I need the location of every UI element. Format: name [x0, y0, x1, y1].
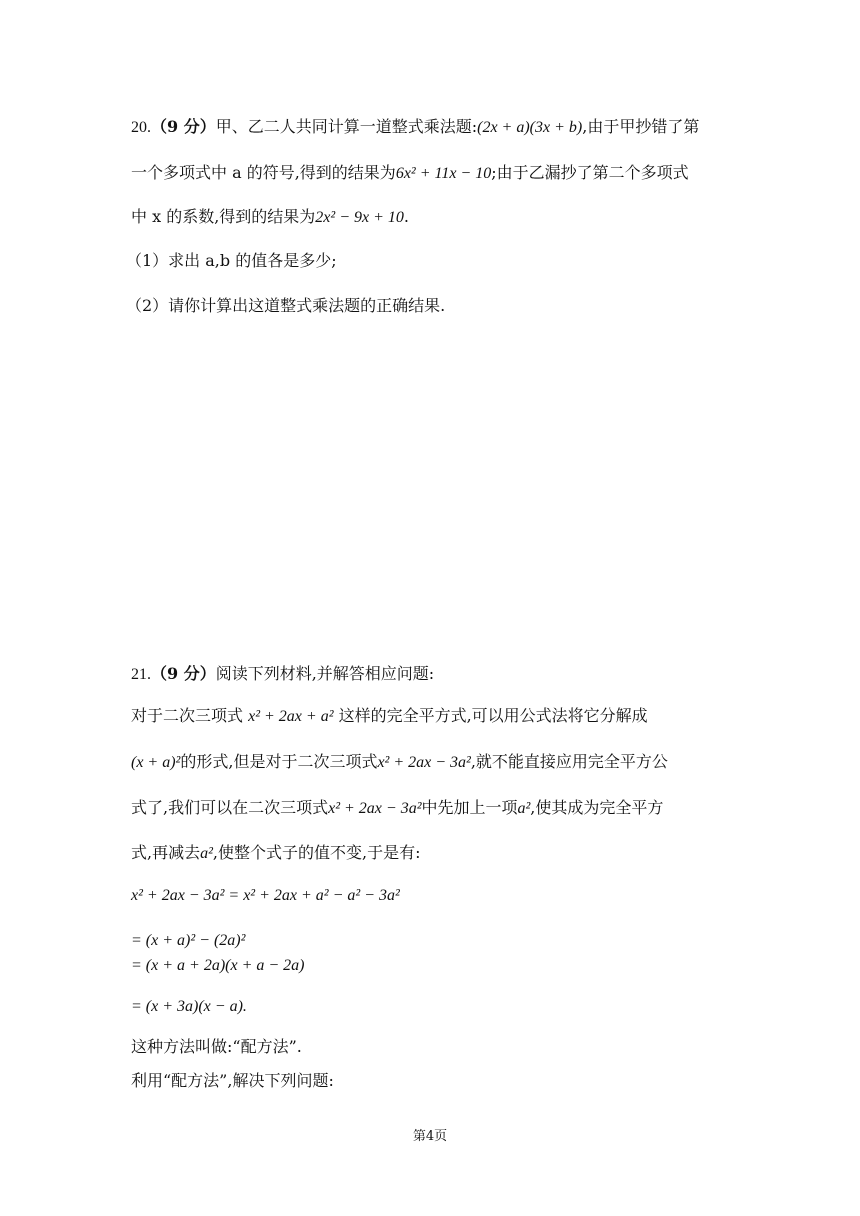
- q21-p2-text-b: ,就不能直接应用完全平方公: [470, 752, 668, 771]
- q21-equation-4: = (x + 3a)(x − a).: [131, 998, 247, 1015]
- q21-p4-text-a: 式,再减去: [131, 843, 201, 862]
- q20-expression: (2x + a)(3x + b): [477, 119, 583, 136]
- q20-result-a: 6x² + 11x − 10: [395, 165, 492, 182]
- q20-line1-text: 甲、乙二人共同计算一道整式乘法题:: [215, 117, 478, 136]
- q20-line1: [131, 116, 699, 139]
- q21-method-name: 这种方法叫做:“配方法”.: [131, 1037, 302, 1056]
- q21-p3-text-a: 式了,我们可以在二次三项式: [131, 798, 329, 817]
- q21-intro: 阅读下列材料,并解答相应问题:: [215, 664, 435, 683]
- q20-score: （9 分）: [151, 117, 216, 136]
- q21-paragraph-line1: [131, 705, 648, 728]
- q21-equation-1: x² + 2ax − 3a² = x² + 2ax + a² − a² − 3a²: [131, 887, 400, 904]
- page-number: 第4页: [412, 1129, 448, 1144]
- q21-p1-expr: x² + 2ax + a²: [248, 708, 334, 725]
- q20-line2-text: 一个多项式中 a 的符号,得到的结果为: [131, 163, 396, 182]
- q21-paragraph-line2: [131, 751, 668, 774]
- q21-heading: [131, 663, 434, 686]
- q21-number: 21.: [131, 666, 151, 683]
- q21-p4-expr: a²: [200, 845, 213, 862]
- q21-p1-text-a: 对于二次三项式: [131, 706, 244, 725]
- q20-number: 20.: [131, 119, 151, 136]
- q21-paragraph-line4: [131, 842, 420, 865]
- q21-p2-text-a: 的形式,但是对于二次三项式: [180, 752, 378, 771]
- q20-line3-tail: .: [403, 207, 409, 226]
- q21-p3-text-c: ,使其成为完全平方: [530, 798, 664, 817]
- q21-p3-text-b: 中先加上一项: [421, 798, 518, 817]
- q21-instruction: 利用“配方法”,解决下列问题:: [131, 1071, 334, 1090]
- q20-line3-text: 中 x 的系数,得到的结果为: [131, 207, 316, 226]
- q21-p3-expr: x² + 2ax − 3a²: [328, 800, 422, 817]
- q21-equation-3: = (x + a + 2a)(x + a − 2a): [131, 957, 305, 974]
- q21-equation-2: = (x + a)² − (2a)²: [131, 932, 246, 949]
- q21-p4-text-b: ,使整个式子的值不变,于是有:: [212, 843, 421, 862]
- q20-line2: [131, 162, 689, 185]
- q20-subquestion-2: （2）请你计算出这道整式乘法题的正确结果.: [126, 296, 446, 315]
- q20-subquestion-1: （1）求出 a,b 的值各是多少;: [126, 251, 337, 270]
- q20-line3: [131, 206, 409, 229]
- q21-p3-expr2: a²: [517, 800, 531, 817]
- q20-result-b: 2x² − 9x + 10: [315, 209, 404, 226]
- q21-score: （9 分）: [151, 664, 216, 683]
- q21-p2-expr2: x² + 2ax − 3a²: [377, 754, 471, 771]
- q20-line2-tail: ;由于乙漏抄了第二个多项式: [491, 163, 689, 182]
- q21-p2-expr1: (x + a)²: [131, 754, 181, 771]
- q20-line1-tail: ,由于甲抄错了第: [582, 117, 700, 136]
- q21-p1-text-b: 这样的完全平方式,可以用公式法将它分解成: [338, 706, 648, 725]
- q21-paragraph-line3: [131, 797, 663, 820]
